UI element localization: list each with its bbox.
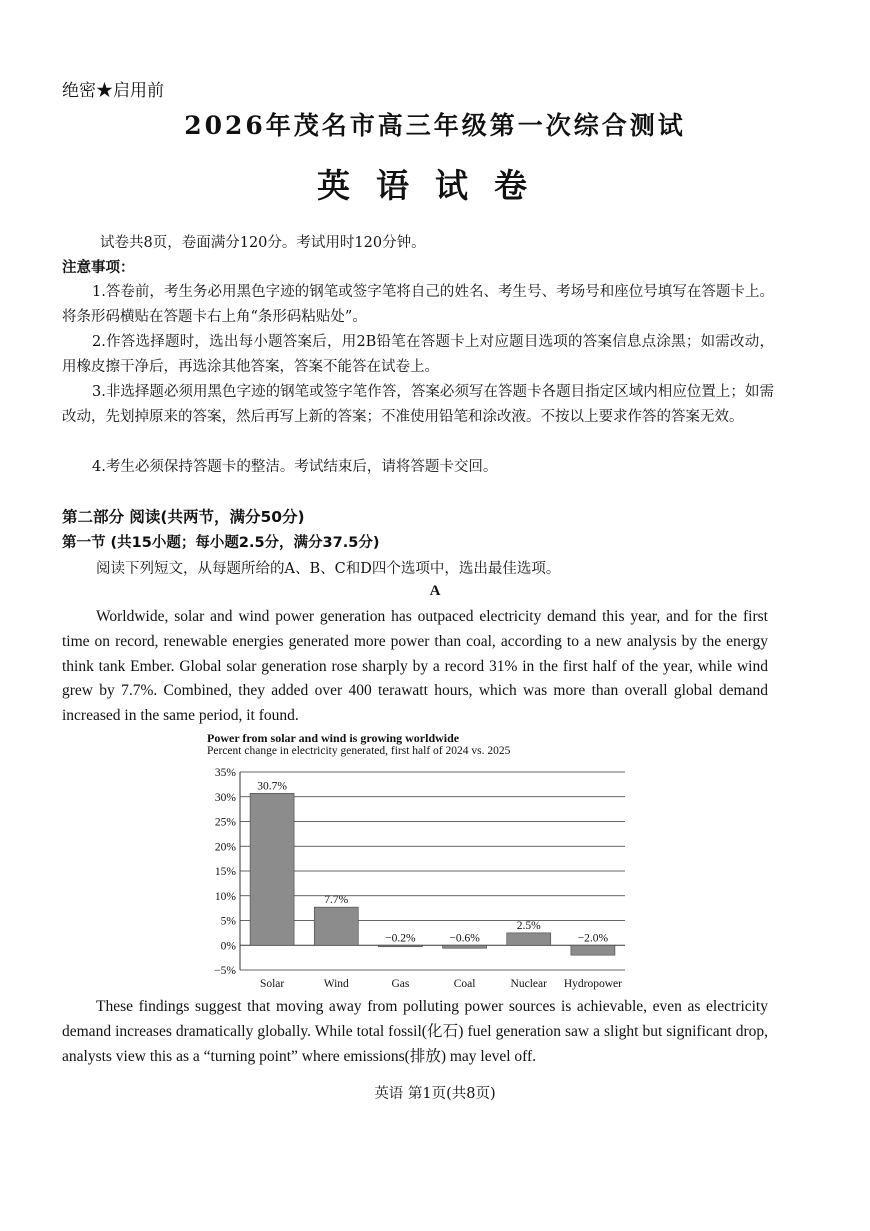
confidential-mark: 绝密★启用前	[62, 81, 164, 101]
y-tick-label: 30%	[214, 791, 236, 804]
data-label: 2.5%	[516, 919, 541, 932]
data-label: −0.6%	[449, 932, 480, 945]
chart-title: Power from solar and wind is growing worldwide	[207, 731, 460, 745]
y-tick-label: −5%	[214, 965, 236, 977]
notes-heading: 注意事项：	[62, 260, 135, 276]
note-item: 3.非选择题必须用黑色字迹的钢笔或签字笔作答，答案必须写在答题卡各题目指定区域内相应位置上；如需改动，先划掉原来的答案，然后再写上新的答案；不准使用铅笔和涂改液。不按以上要求作答的答案无效。	[62, 384, 774, 425]
y-tick-label: 5%	[220, 915, 236, 928]
data-label: −2.0%	[577, 932, 609, 945]
note-item: 4.考生必须保持答题卡的整洁。考试结束后，请将答题卡交回。	[92, 459, 498, 475]
x-tick-label: Hydropower	[563, 978, 622, 990]
bar	[443, 945, 487, 948]
x-tick-label: Wind	[323, 978, 349, 990]
exam-title: 2026年茂名市高三年级第一次综合测试	[184, 111, 686, 140]
bar	[571, 945, 615, 955]
bar	[314, 907, 358, 945]
x-tick-label: Solar	[259, 978, 285, 990]
section-heading: 第一节 (共15小题；每小题2.5分，满分37.5分)	[62, 535, 380, 551]
passage-letter: A	[429, 583, 441, 599]
exam-intro: 试卷共8页，卷面满分120分。考试用时120分钟。	[100, 235, 426, 251]
data-label: 30.7%	[257, 780, 287, 793]
bar	[250, 793, 294, 945]
data-label: 7.7%	[324, 894, 349, 907]
y-tick-label: 35%	[214, 767, 236, 779]
x-tick-label: Nuclear	[510, 978, 547, 990]
x-tick-label: Coal	[453, 978, 476, 990]
subject-title: 英语试卷	[317, 166, 553, 205]
section-instruction: 阅读下列短文，从每题所给的A、B、C和D四个选项中，选出最佳选项。	[96, 561, 561, 577]
y-tick-label: 10%	[214, 890, 236, 903]
note-item: 2.作答选择题时，选出每小题答案后，用2B铅笔在答题卡上对应题目选项的答案信息点涂黑；如需改动，用橡皮擦干净后，再选涂其他答案，答案不能答在试卷上。	[62, 334, 774, 375]
y-tick-label: 25%	[214, 816, 236, 829]
y-tick-label: 20%	[214, 841, 236, 854]
part-heading: 第二部分 阅读(共两节，满分50分)	[62, 508, 305, 526]
passage-paragraph: Worldwide, solar and wind power generation has outpaced electricity demand this year, and for the first time on record, renewable energies generated more power than coal, according to a new analysis by the energy think tank Ember. Global solar generation rose sharply by a record 31% in the first half of the year, while wind grew by 7.7%. Combined, they added over 400 terawatt hours, which was more than overall global demand increased in the same period, it found.	[62, 608, 768, 725]
note-item: 1.答卷前，考生务必用黑色字迹的钢笔或签字笔将自己的姓名、考生号、考场号和座位号填写在答题卡上。将条形码横贴在答题卡右上角“条形码粘贴处”。	[62, 284, 774, 325]
y-tick-label: 0%	[220, 940, 236, 953]
x-tick-label: Gas	[391, 978, 410, 990]
bar-chart	[200, 760, 640, 995]
bar	[378, 945, 422, 947]
chart-subtitle: Percent change in electricity generated, first half of 2024 vs. 2025	[207, 745, 511, 757]
page-footer: 英语 第1页(共8页)	[374, 1086, 496, 1102]
bar	[507, 933, 551, 945]
y-tick-label: 15%	[214, 866, 236, 878]
data-label: −0.2%	[385, 932, 416, 945]
passage-paragraph: These findings suggest that moving away from polluting power sources is achievable, even as electricity demand increases dramatically globally. While total fossil(化石) fuel generation saw a slight but significant drop, analysts view this as a “turning point” where emissions(排放) may level off.	[62, 998, 768, 1065]
